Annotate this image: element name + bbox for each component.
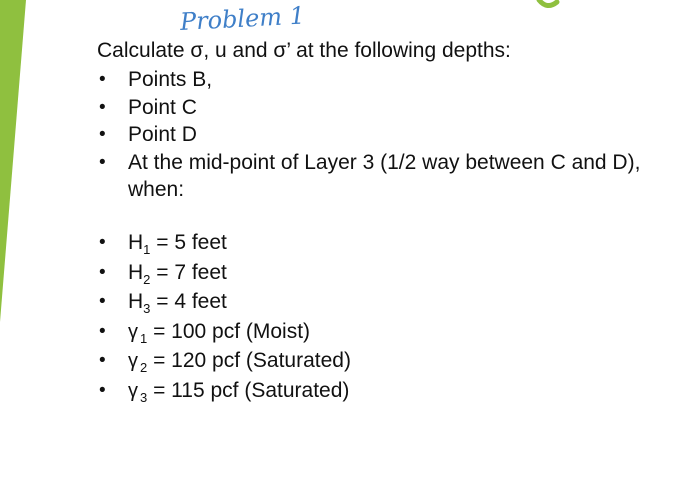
bullet-icon: • <box>99 379 106 401</box>
bullet-icon: • <box>99 350 106 372</box>
list-item <box>97 318 351 348</box>
green-accent-right <box>535 0 565 12</box>
value-text: = 5 feet <box>150 231 227 254</box>
value-subscript: 2 <box>143 271 151 287</box>
list-item <box>97 229 351 259</box>
value-subscript: 3 <box>143 301 151 317</box>
list-item <box>97 259 351 289</box>
list-item <box>97 94 640 122</box>
value-symbol: γ <box>128 379 138 402</box>
point-text: Point C <box>128 95 197 119</box>
value-text: = 120 pcf (Saturated) <box>147 349 351 373</box>
point-text: Points B, <box>128 68 213 91</box>
value-symbol: γ <box>128 350 138 373</box>
value-symbol: H <box>128 231 144 254</box>
value-text: = 4 feet <box>150 290 227 314</box>
bullet-icon: • <box>99 124 106 146</box>
depth-points-list <box>97 66 640 204</box>
point-text: Point D <box>128 123 197 147</box>
bullet-icon: • <box>99 291 106 313</box>
point-text: At the mid-point of Layer 3 (1/2 way between C and D), <box>128 150 641 174</box>
value-symbol: H <box>128 260 144 284</box>
list-item <box>97 288 351 318</box>
list-item <box>97 377 351 407</box>
value-text: = 100 pcf (Moist) <box>147 319 311 343</box>
bullet-icon: • <box>99 96 106 118</box>
list-item <box>97 347 351 377</box>
bullet-icon: • <box>99 232 106 253</box>
bullet-icon: • <box>99 320 106 342</box>
value-symbol: γ <box>128 320 138 343</box>
point-continuation-text: when: <box>128 178 185 202</box>
value-subscript: 2 <box>140 360 148 376</box>
value-symbol: H <box>128 290 144 314</box>
bullet-icon: • <box>99 69 106 90</box>
green-accent-left <box>0 0 30 330</box>
handwritten-title <box>178 0 338 36</box>
list-item <box>97 66 640 94</box>
intro-text: Calculate σ, u and σ’ at the following depths: <box>97 39 511 62</box>
value-text: = 7 feet <box>150 260 227 284</box>
title-text: Problem 1 <box>179 1 306 36</box>
value-subscript: 1 <box>140 330 148 346</box>
value-text: = 115 pcf (Saturated) <box>147 378 350 402</box>
value-subscript: 1 <box>143 242 151 257</box>
bullet-icon: • <box>99 261 106 283</box>
list-item <box>97 149 640 204</box>
layer-values-list <box>97 229 351 407</box>
bullet-icon: • <box>99 151 106 173</box>
value-subscript: 3 <box>140 389 148 405</box>
list-item <box>97 121 640 149</box>
